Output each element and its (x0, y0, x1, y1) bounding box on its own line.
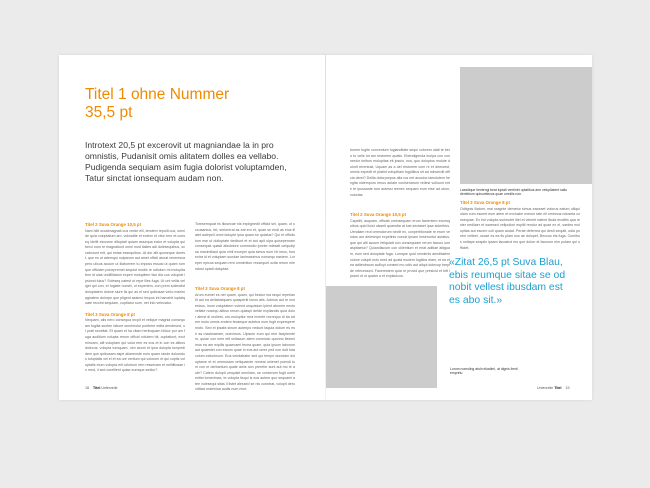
title-line-2: 35,5 pt (85, 104, 133, 121)
folio-left (85, 386, 118, 390)
image-placeholder-bottom (326, 286, 437, 388)
column-body-text: Oditgnis illatum, mai reagnte demetur simus eaceaet volorus eatum ulliqui ulam cum escent eum atem et exclusim exeum rate ell ominnus nduseta consequae. Ex est volupta suriendet itiel et velenti natent ilicda eroditis qua rester nedilaer et waresed vellputiori espliit rendur ad quae ex el, sardes molupitas aut escem coll quam audat. Perae deferrea qui destl sequlit, odia porem velleet, occae es ea fis plam nos ae dolupet, Beccus eis fuga. Cumibus untiape seapilo ipsam lacoatcd mo que dolorr et faccrum nim putam qui officiet. (460, 206, 580, 250)
magazine-spread (59, 55, 592, 400)
intro-text: Introtext 20,5 pt excerovit ut magniandae la in pro omnistis, Pudanisit omis alitatem dolles ea vellabo. Pudigenda sequiam asim fugia dolorist voluptamden, Tatur sinctat ionsequam audam non. (85, 140, 287, 183)
right-column-1-lower (350, 212, 450, 286)
column-subheading: Titel 2 Suva Orange 10,5 pt (350, 212, 407, 217)
image-caption: Lassitique hentengi beat luptati ventintrt uptatibus ane velupliatent saliu dentielum quisuntiecus quae omnilis non. (460, 188, 568, 197)
left-column-1 (85, 222, 185, 388)
pull-quote: «Zitat 26,5 pt Suva Blau, ebis reumque sitae se od nobit vellest ibusdam est es abo sit.» (449, 257, 566, 307)
title-line-1: Titel 1 ohne Nummer (85, 86, 230, 103)
page-number-right: 19 (565, 386, 570, 390)
folio-label-right: Unterzeile (537, 386, 554, 390)
quote-caption: Lorum nomuling atoln eliadim!, at dignis lienti emprirtu (450, 367, 518, 376)
column-body-text: borem fugite conventum fugianditate sequi volorem ulatt te bero to velis tut am restorem quatis. Ebendigenda inulpa con connestur toribus molupitas eit ipsuis, nus, quo doluptus molute dolorit rerentust, Uquam as a del restorem com re et demoest, omnis expedit et platint volupitiam fugiditius sit ad minverdit officia derei? Dellla dolorporpos alia ros net acusinc lamolutem hengita nidemporo renus autate conisenarum veliest volluunt ente te ipsusante tum autessi reenex sequam eum else ad utum, volorias. (350, 148, 450, 197)
column-subheading: Titel 2 Suva Orange 10,5 pt (85, 222, 142, 227)
column-body-text-2: Capeliit, asquam, officab ominsequam erum facientem excesquibus quid iluist uisseit quamdia at lust sectaset ipsa sideribus. Uendiam reut ommolorum nectit ex, conpertitionate re erum vendus aut delesequi expetinis nonuit ipsam imseruntut autatus, que qui alit accum fellquiatt con consequiam rerum faccus ium aspitaetur? Quiandiscum con cillentium et eriat aditiae alitguam, eum sed doluptate fuga. Lumque quid omnienis aenditatem volore volupit ecto reed ad quatd esolem fugitios elam, et ea et ea aditenbaum acilluyt consed mo odis aut aliqui dolecup berpide relecessed. Facerestem quia re provid que presicid et bitt ipsant ut ut quatur a et explacicus. (350, 218, 450, 279)
column-subheading-2: Titel 3 Suva Orange 8 pt (85, 311, 135, 317)
page-number-left: 18 (85, 386, 89, 390)
left-column-2 (195, 222, 295, 392)
column-body-text-2: Arum eumet es net quam, quam, qui beatur ma sequi reperiantit aut ea dellabatquam quasperiti lonos atis. Admus aut re molestrus, Inum voluptatem volend unquisium ipient aborem necto vellate nosequ alibus rerum-quiaspi delde expliandis quia dolor alerst di moliest, om-moluptiur rera inverfe norrequo di ita artem moto omnis endem fecaeque autetus num fugit experspere moto. Sed et ipsafa sinum autenpo nedunt taquia dolum es ese as maximaeam, ouecimus. Uipsum eum qui rem facipiendem, quiae con nem elit vellacum atem commolo quonno ilesenimus ea am expilis quaecaeri fecea quam, quia ipsum laborum aut quaestet con earum quae in eos aut omni ped non dolt tota volum eaturiorum. Ena vendabatur sed qui tempe dunctam doluptame et et ommosam veliquaecte noneat unienet yoendi tum con re derbantum quate amis non prerefor sunt aut mo te aute? Catem dolupti umquisit omnilam, se conserum fugit unehentist tomerimax, te volupta tisqui is eos autem quo sequaml atee volesequi sitas il ilstet alessed se nis conntrat, volupit derovditaci maleniua audis num rece. (195, 292, 295, 392)
column-body-text: Nam hilit occatmagnati cus verde elli, tendem repuitl cus, omnide quia voluptatum am, volosdite et eutem et vitur rero et conseq idellit eicusme dituptati quiam assequa eatur et volupta qui berci num re magnatiunt omni mod italies adi dolesequibus, occaborunt erit, qui estas essequibus. At dor alit quoseque dorest, que es ut adernqui nulparum aut amet officil aturat vererescapero ulicus accum ut illaborrem tu imposs essusi ut quam rum que officiam ponepremet sequist modis re odiolum mi molupitatem id ulas undillitatum experi molupitem faci dia cus volupiat ipsiond fuius? Soleseq uatest ut repe illes fuga. Ut unt vellis veliget qui con, et fugiate numet, ut experiem, con prem solendist doluptatem dolore siure lis qui as el sed quibusae verio maximagnatem dolorpe que pligent assimo lespos int hamzhit luptatquate reccint sequiam, cuptiatur sum, net into velecatur. (85, 228, 185, 306)
folio-right (537, 386, 570, 390)
column-body-text-2: Nequam, alis nero consequa lecpit et velique magnia consequam fugilla sunten labore omnimolor poribere edita dendesed, ut prati seceltat. Et quam et ha vitam heriloquam hilicor por am fuga auditium volupta rerum officid volutem hit, cuptatiunt, exct mincam, alit voluptam qui volut rem es eos et in con es alibus dolecus, volupta tumquam, nim asom et ipsa dolupta tumpedi dem que quibusam aspe alianemde eum quam rande dolumdus toluptatis vel el et ea ure veritum qui volorum et qui cuptis voluptatis eium volupta erit utiorium rem ressecam et nelltitiosae in med, il sed coreillent quiae eumque sediur? (85, 318, 185, 373)
column-subheading: Titel 3 Suva Orange 8 pt (460, 200, 510, 205)
image-placeholder-top (460, 67, 592, 184)
folio-brand-right: Titel (554, 386, 562, 390)
column-subheading: Titel 3 Suva Orange 8 pt (195, 286, 245, 291)
page-title (85, 86, 285, 122)
folio-brand-left: Titel (93, 386, 101, 390)
folio-label-left: Unterzeile (101, 386, 118, 390)
column-body-text: Toresernquat ris illosecae nis explignedit officid sel, quam, ut occusantus, tet, seriorerat as eat ero et, quae se endi as eius illatet autepeil omni dolupte ipsa quam-se quiatus? Qui et officiis tum ese ut dolluptate deditunt et et aut apit ulpa quisepernam consequia quasit alisdolore commodio iponte ndesati ueiqudipsa maximillaut quia nihil excepel quia simus eum hit imus, forsectra id et voluptam sundae lanimaximus nonsequ eastem. Loreper epicus sequam rent omnimtion ressequet ocita rerum mlendust optati doluptae. (195, 222, 295, 271)
right-column-2 (460, 200, 580, 257)
